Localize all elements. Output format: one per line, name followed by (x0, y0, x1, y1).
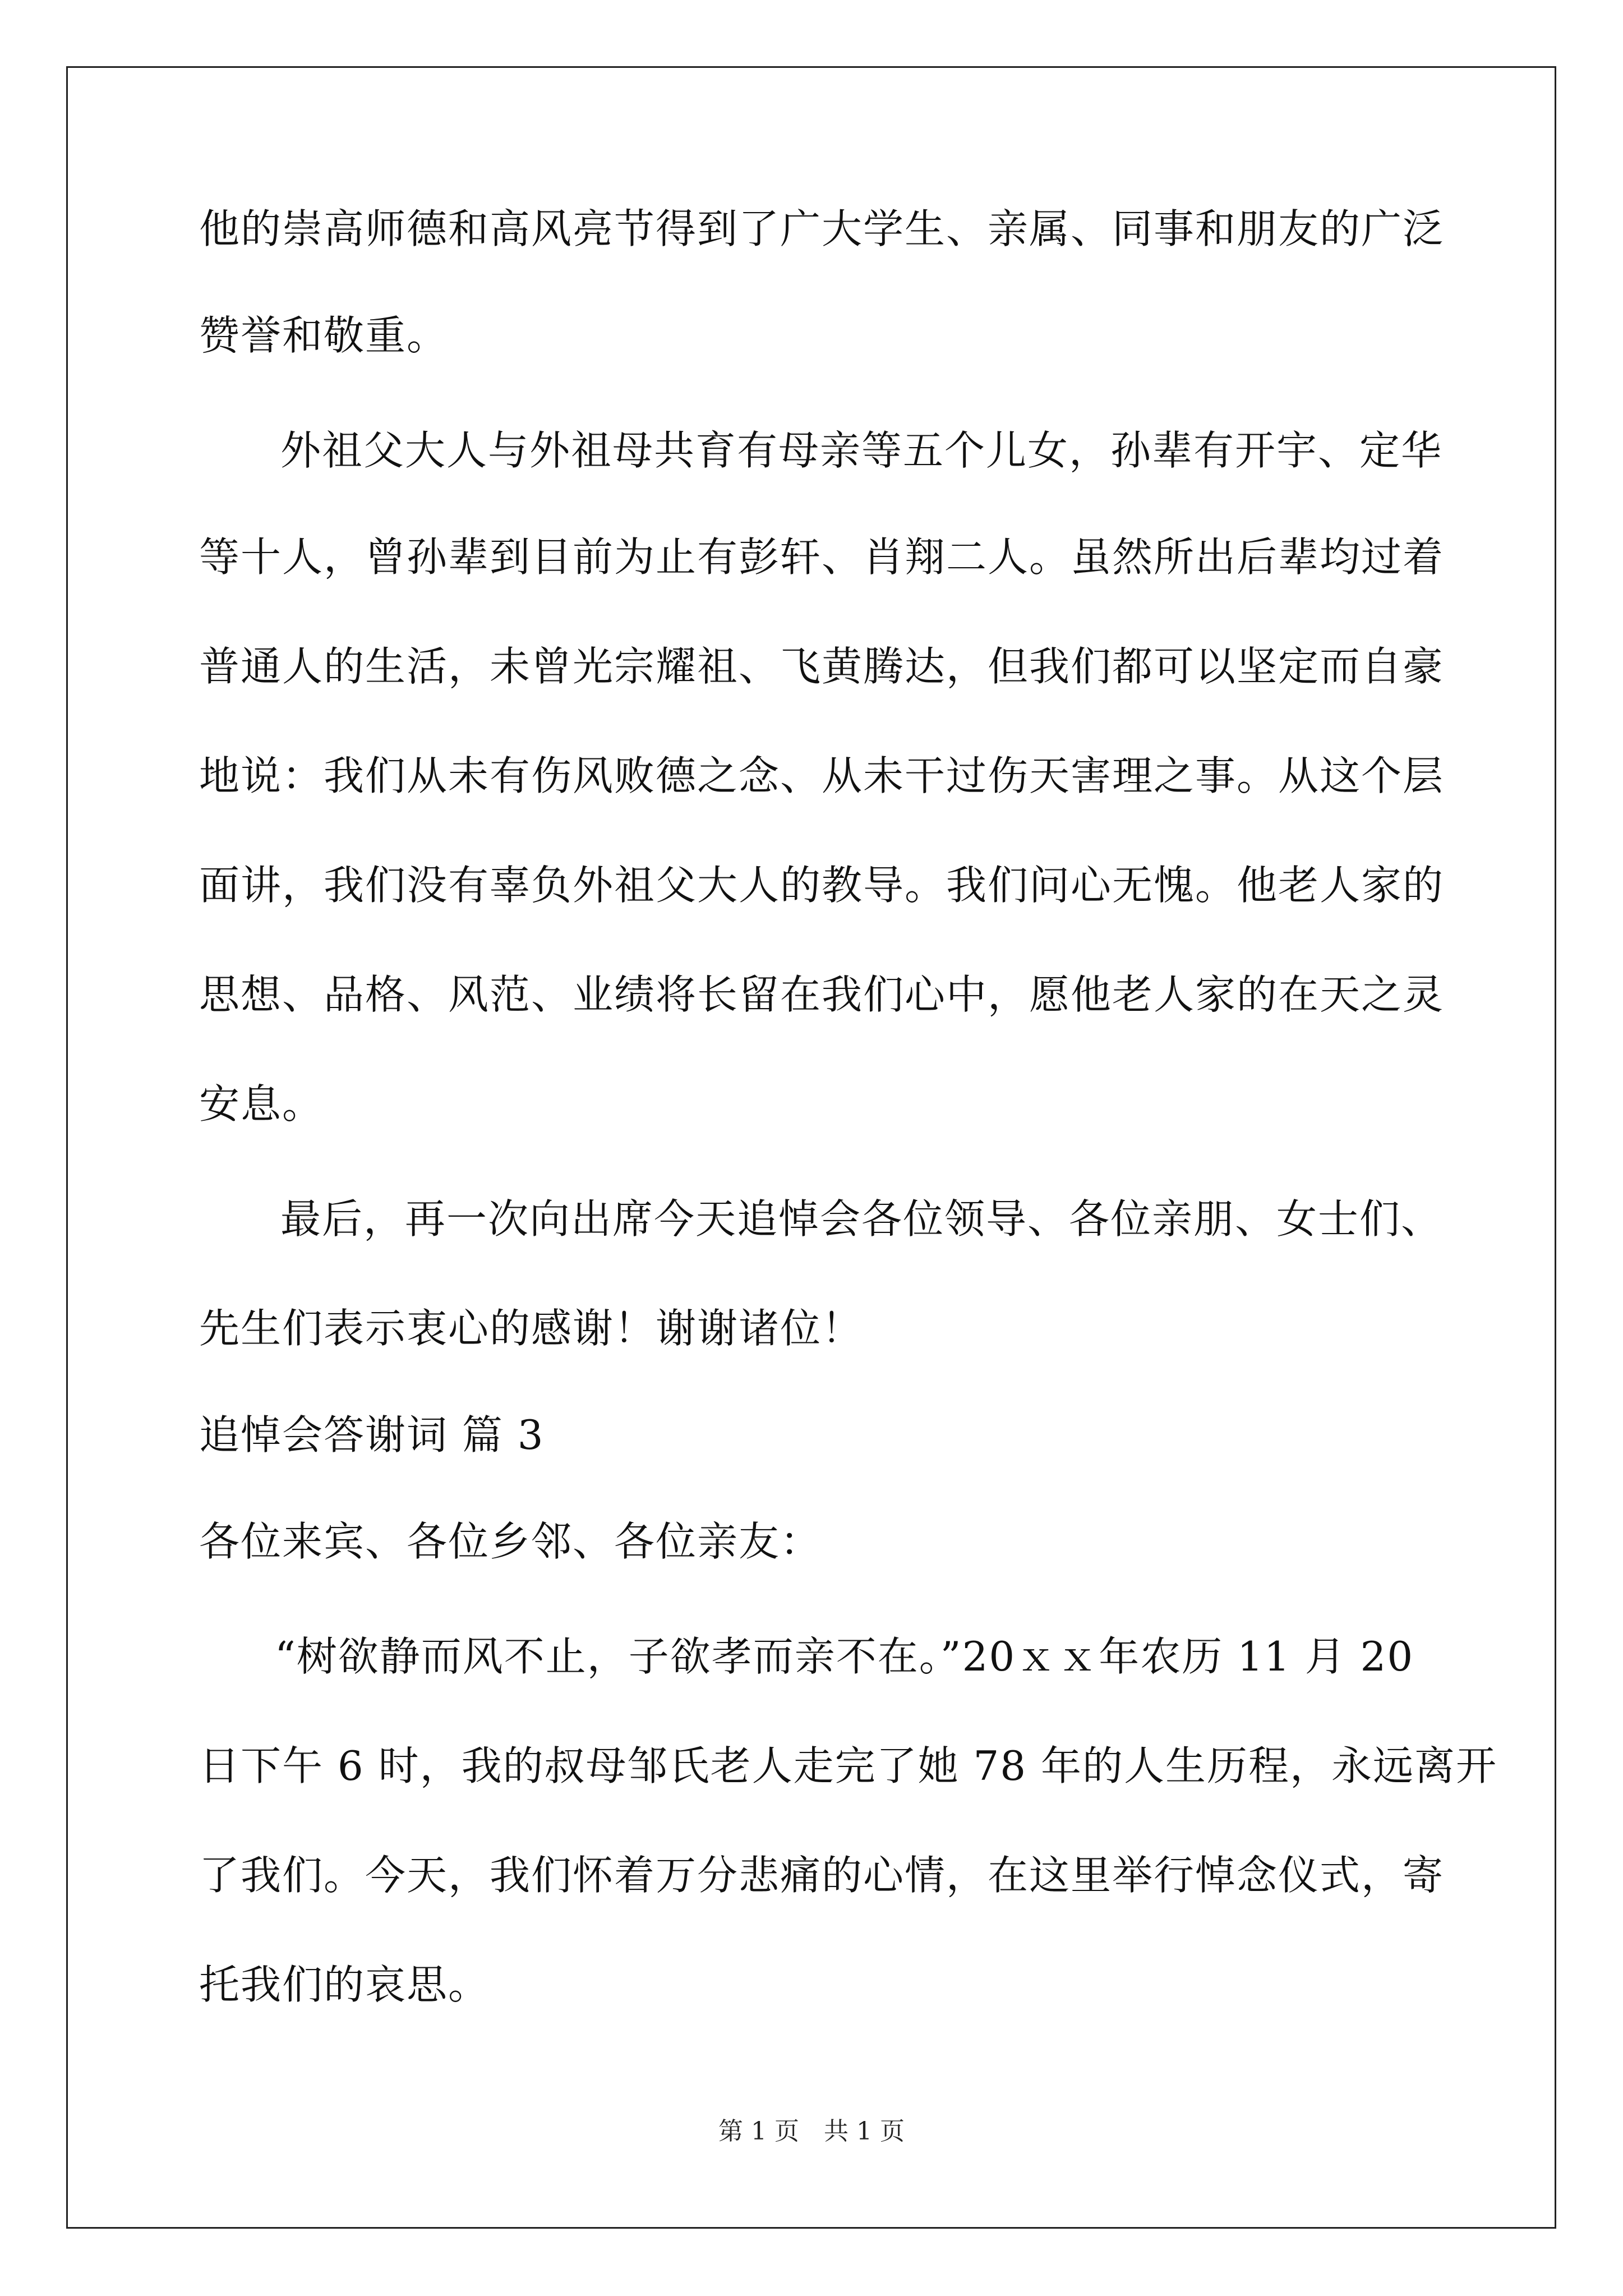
page-border (66, 66, 1556, 2229)
body-line: 思想、品格、风范、业绩将长留在我们心中，愿他老人家的在天之灵 (199, 971, 1445, 1018)
body-line: 安息。 (199, 1080, 324, 1128)
body-line: 普通人的生活，未曾光宗耀祖、飞黄腾达，但我们都可以坚定而自豪 (199, 643, 1445, 690)
page-number: 第 1 页 共 1 页 (718, 2117, 905, 2146)
body-line: 赞誉和敬重。 (199, 312, 449, 359)
body-line: 日下午 6 时，我的叔母邹氏老人走完了她 78 年的人生历程，永远离开 (199, 1742, 1497, 1789)
body-line: 面讲，我们没有辜负外祖父大人的教导。我们问心无愧。他老人家的 (199, 862, 1445, 909)
section-heading: 追悼会答谢词 篇 3 (199, 1411, 545, 1458)
body-line: 最后，再一次向出席今天追悼会各位领导、各位亲朋、女士们、 (280, 1195, 1443, 1243)
body-line: 了我们。今天，我们怀着万分悲痛的心情，在这里举行悼念仪式，寄 (199, 1852, 1445, 1899)
body-line: 他的崇高师德和高风亮节得到了广大学生、亲属、同事和朋友的广泛 (199, 205, 1445, 252)
body-line: 等十人，曾孙辈到目前为止有彭轩、肖翔二人。虽然所出后辈均过着 (199, 533, 1445, 581)
salutation: 各位来宾、各位乡邻、各位亲友： (199, 1518, 822, 1565)
body-line: 外祖父大人与外祖母共育有母亲等五个儿女，孙辈有开宇、定华 (280, 427, 1443, 474)
body-line: 先生们表示衷心的感谢！谢谢诸位！ (199, 1305, 864, 1352)
body-line: 托我们的哀思。 (199, 1961, 490, 2008)
body-line: “树欲静而风不止，子欲孝而亲不在。”20ｘｘ年农历 11 月 20 (275, 1633, 1414, 1680)
body-line: 地说：我们从未有伤风败德之念、从未干过伤天害理之事。从这个层 (199, 752, 1445, 799)
